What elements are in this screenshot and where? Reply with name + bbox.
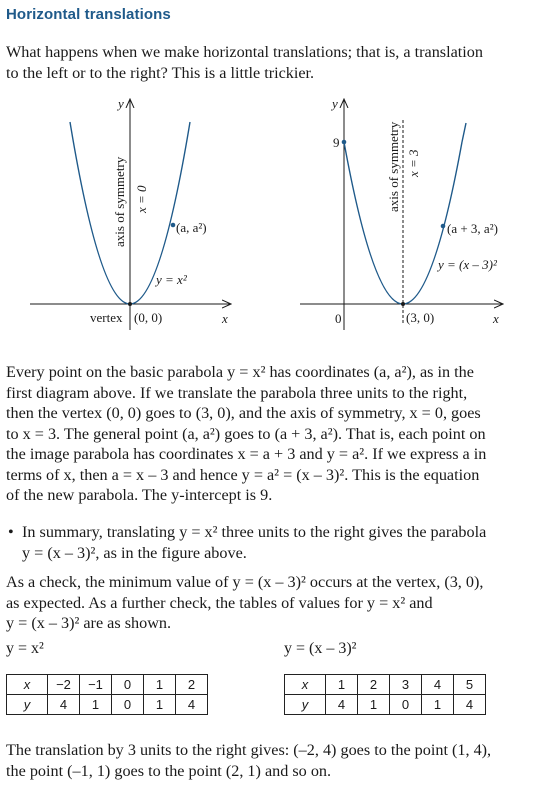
body-line: first diagram above. If we translate the parabola three units to the right,	[6, 383, 468, 402]
table-row	[7, 675, 208, 695]
table-row	[7, 695, 208, 715]
y-axis-label: y	[332, 96, 338, 111]
table-cell: 1	[144, 675, 176, 695]
table-cell: 3	[390, 675, 422, 695]
table-cell: 4	[454, 695, 486, 715]
body-line: to x = 3. The general point (a, a²) goes to (a + 3, a²). That is, each point on	[6, 424, 486, 443]
table-cell: 2	[176, 675, 208, 695]
check-line: y = (x – 3)² are as shown.	[6, 614, 172, 632]
table-cell: 1	[422, 695, 454, 715]
closing-line: The translation by 3 units to the right gives: (–2, 4) goes to the point (1, 4),	[6, 741, 492, 759]
explanation-paragraph	[6, 362, 534, 506]
body-line: then the vertex (0, 0) goes to (3, 0), and the axis of symmetry, x = 0, goes	[6, 404, 481, 422]
table-cell-label: y	[7, 695, 48, 715]
x-eq-3-label: x = 3	[406, 149, 421, 177]
point-a-label: (a, a²)	[176, 220, 207, 235]
x-axis-label: x	[222, 311, 228, 326]
table-cell: 0	[112, 695, 144, 715]
x-axis-label: x	[493, 311, 499, 326]
table-cell: 5	[454, 675, 486, 695]
values-table-basic	[6, 674, 208, 715]
body-line: of the new parabola. The y-intercept is 9.	[6, 486, 273, 504]
bullet-line-1: In summary, translating y = x² three units to the right gives the parabola	[22, 523, 487, 541]
table-cell-label: x	[7, 675, 48, 695]
y-axis-label: y	[118, 96, 124, 111]
vertex-marker	[401, 302, 405, 306]
bullet-dot: •	[8, 523, 14, 541]
table-cell: 4	[48, 695, 80, 715]
table-cell: 0	[112, 675, 144, 695]
closing-paragraph	[6, 740, 534, 781]
check-paragraph	[6, 572, 534, 634]
table-cell: 4	[176, 695, 208, 715]
bullet-line-2: y = (x – 3)², as in the figure above.	[22, 543, 247, 562]
origin-label: 0	[335, 311, 342, 326]
table-cell: 4	[422, 675, 454, 695]
curve-equation-label: y = (x – 3)²	[438, 257, 497, 272]
graph-parabola-translated	[295, 95, 520, 335]
intro-line-1: What happens when we make horizontal translations; that is, a translation	[6, 43, 483, 61]
axis-symmetry-label: axis of symmetry	[386, 121, 401, 212]
values-table-translated	[284, 674, 486, 715]
body-line: Every point on the basic parabola y = x² has coordinates (a, a²), as in the	[6, 363, 474, 381]
bullet-text	[22, 522, 534, 563]
table-cell: 4	[326, 695, 358, 715]
section-heading: Horizontal translations	[6, 6, 171, 23]
table-cell: −1	[80, 675, 112, 695]
vertex-marker	[128, 302, 132, 306]
table2-title: y = (x – 3)²	[284, 640, 357, 657]
table-cell: 0	[390, 695, 422, 715]
check-line: as expected. As a further check, the tables of values for y = x² and	[6, 593, 433, 612]
table-cell: 1	[358, 695, 390, 715]
check-line: As a check, the minimum value of y = (x – 3)² occurs at the vertex, (3, 0),	[6, 573, 484, 591]
table-cell: 1	[80, 695, 112, 715]
point-a3-label: (a + 3, a²)	[447, 221, 498, 236]
parabola-curve-tail	[462, 123, 466, 142]
table-row	[285, 675, 486, 695]
vertex-point-label: (3, 0)	[406, 310, 435, 325]
y-intercept-label: 9	[333, 135, 340, 150]
table1-title: y = x²	[6, 640, 44, 657]
table-cell: 2	[358, 675, 390, 695]
closing-line: the point (–1, 1) goes to the point (2, 1) and so on.	[6, 761, 332, 780]
table-cell-label: x	[285, 675, 326, 695]
graph-parabola-basic	[25, 95, 250, 335]
vertex-word: vertex	[90, 310, 123, 325]
intro-line-2: to the left or to the right? This is a little trickier.	[6, 63, 315, 82]
body-line: terms of x, then a = x – 3 and hence y = a² = (x – 3)². This is the equation	[6, 465, 480, 484]
curve-equation-label: y = x²	[156, 272, 187, 287]
table-row	[285, 695, 486, 715]
table-cell-label: y	[285, 695, 326, 715]
intro-paragraph	[6, 42, 534, 83]
vertex-point-label: (0, 0)	[134, 310, 163, 325]
table-cell: 1	[144, 695, 176, 715]
point-a-marker	[171, 223, 176, 228]
table-cell: −2	[48, 675, 80, 695]
axis-symmetry-label: axis of symmetry	[112, 156, 127, 247]
body-line: the image parabola has coordinates x = a + 3 and y = a². If we express a in	[6, 445, 487, 463]
x-eq-0-label: x = 0	[134, 185, 149, 213]
point-a3-marker	[441, 224, 446, 229]
y-intercept-marker	[342, 140, 347, 145]
table-cell: 1	[326, 675, 358, 695]
